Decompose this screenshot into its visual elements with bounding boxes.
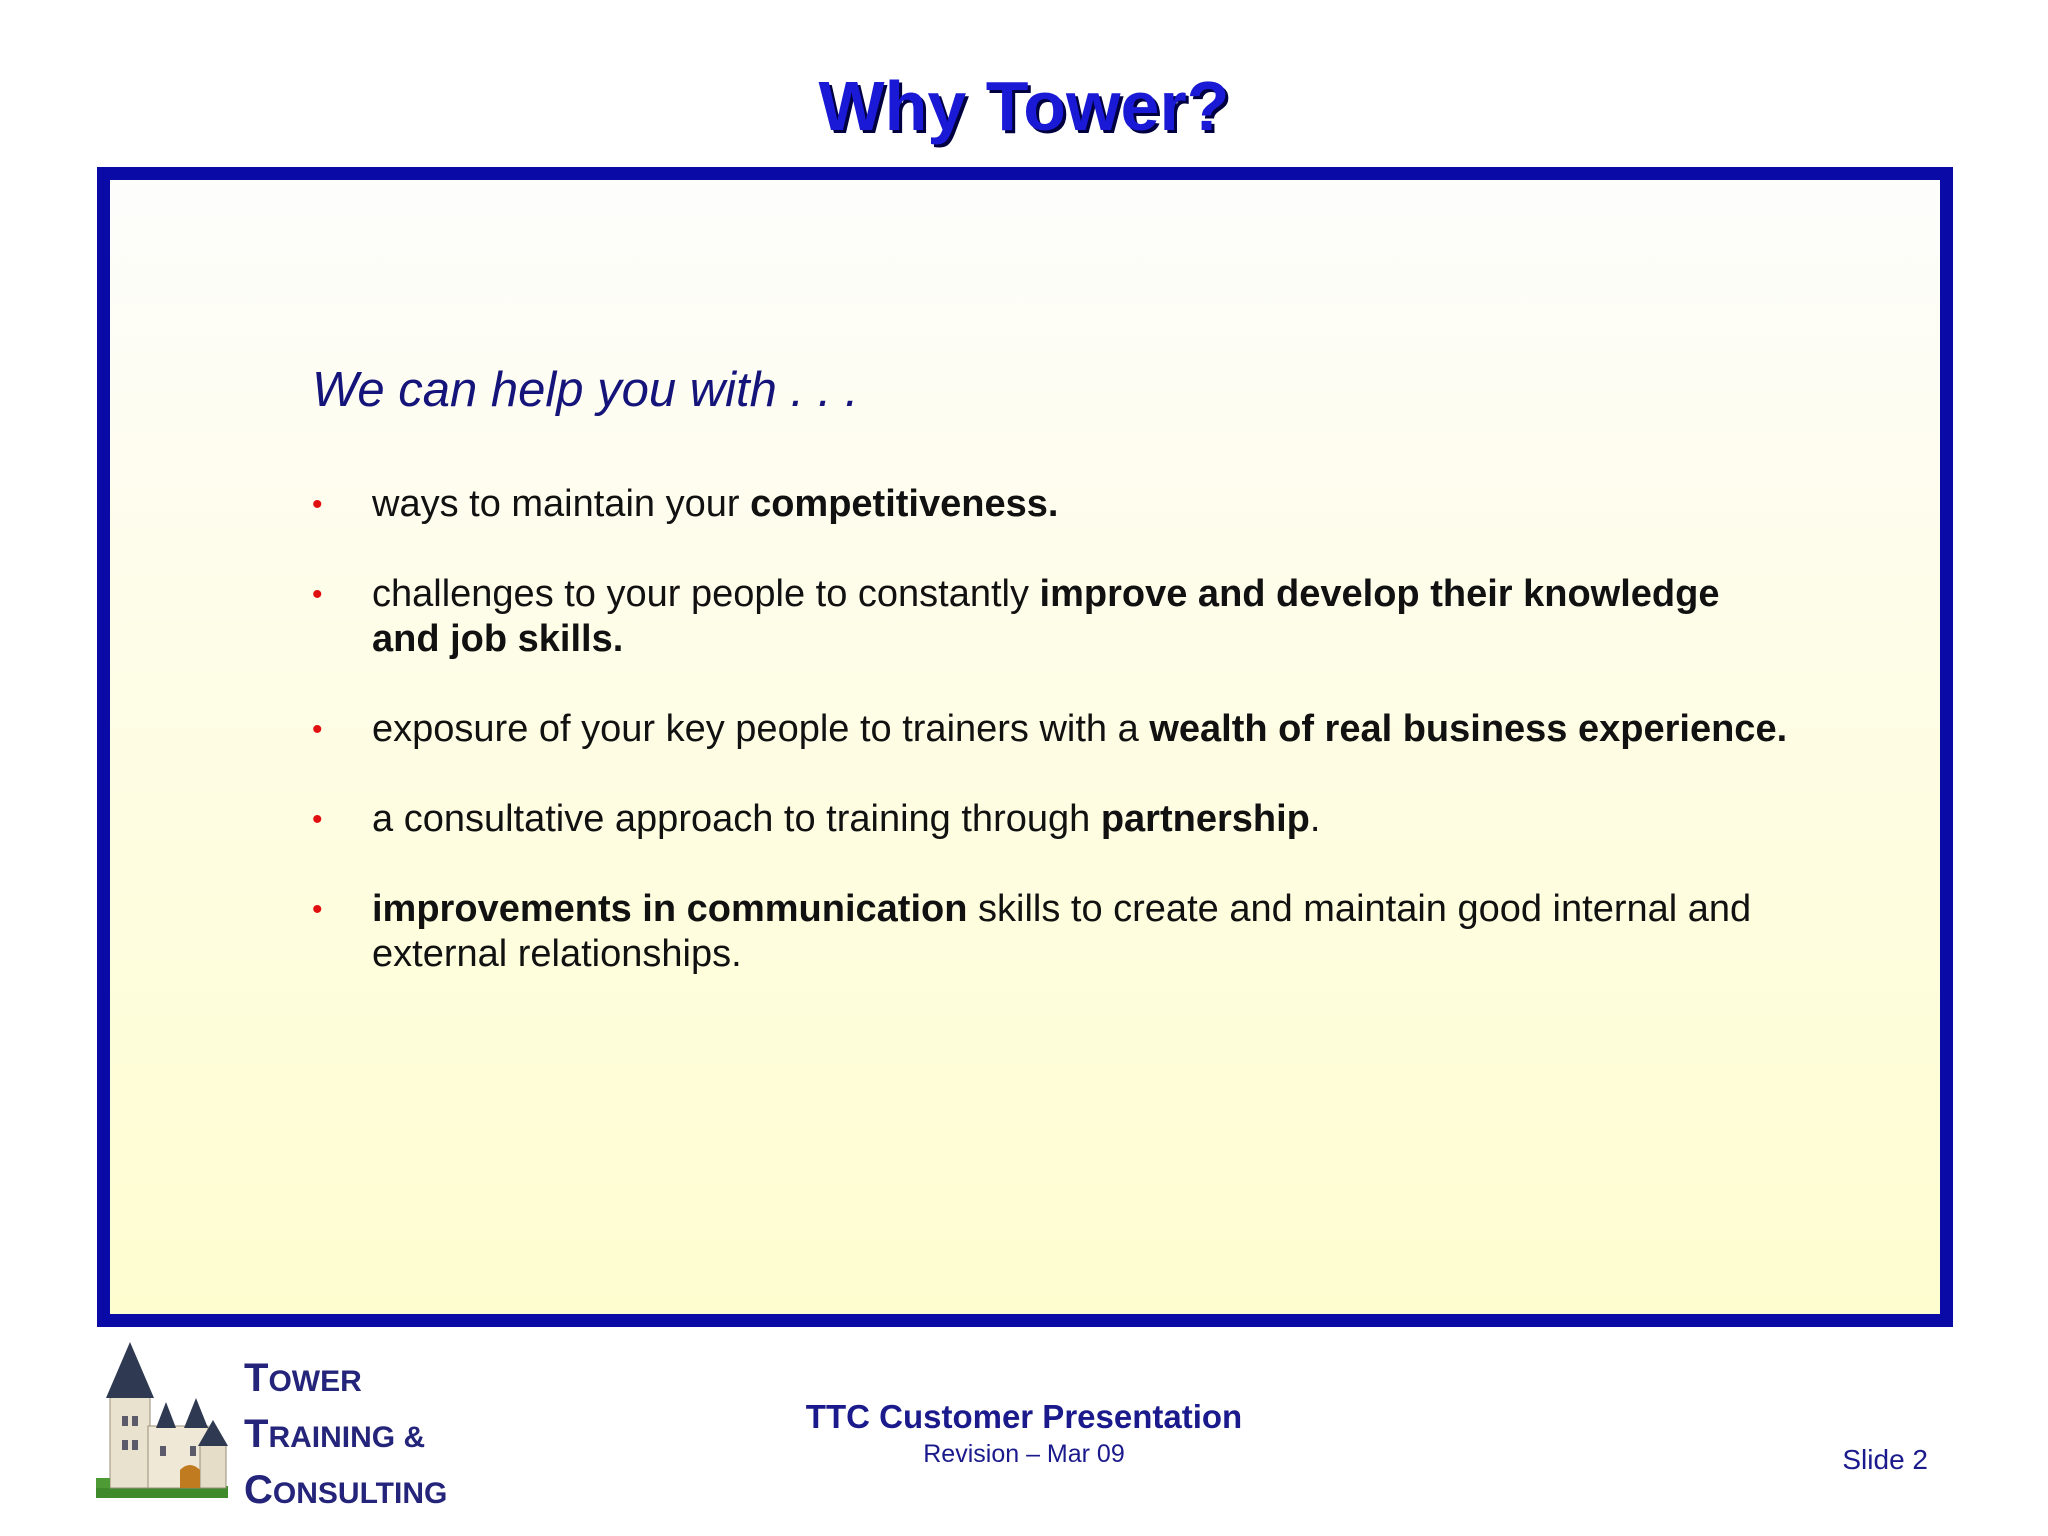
bullet-emphasis: competitiveness. bbox=[750, 483, 1059, 525]
list-item bbox=[312, 887, 1792, 977]
list-item bbox=[312, 572, 1792, 662]
slide-number: Slide 2 bbox=[1842, 1444, 1928, 1475]
slide-title: Why Tower? bbox=[818, 67, 1230, 145]
bullet-text: a consultative approach to training through bbox=[372, 798, 1101, 840]
bullet-icon: • bbox=[312, 578, 323, 611]
revision-label: Revision – Mar 09 bbox=[923, 1440, 1125, 1468]
bullet-tail: . bbox=[1309, 798, 1321, 840]
bullet-text: ways to maintain your bbox=[372, 483, 751, 525]
bullet-icon: • bbox=[312, 893, 323, 926]
bullet-list bbox=[312, 482, 1792, 1022]
bullet-icon: • bbox=[312, 713, 323, 746]
company-name-line1: TOWER bbox=[244, 1356, 362, 1400]
company-name-line2: TRAINING & bbox=[244, 1412, 426, 1456]
list-item bbox=[312, 797, 1792, 842]
bullet-text: skills to create and maintain good internal and external relationships. bbox=[372, 888, 1752, 975]
bullet-text: exposure of your key people to trainers with a bbox=[372, 708, 1150, 750]
bullet-emphasis: wealth of real business experience. bbox=[1149, 708, 1788, 750]
intro-text: We can help you with . . . bbox=[312, 363, 859, 417]
list-item bbox=[312, 482, 1792, 527]
bullet-emphasis: improvements in communication bbox=[372, 888, 968, 930]
bullet-text: challenges to your people to constantly bbox=[372, 573, 1040, 615]
footer-center bbox=[0, 1398, 2048, 1469]
list-item bbox=[312, 707, 1792, 752]
bullet-icon: • bbox=[312, 488, 323, 521]
bullet-emphasis: improve and develop their knowledge and job skills. bbox=[372, 573, 1720, 660]
bullet-icon: • bbox=[312, 803, 323, 836]
bullet-emphasis: partnership bbox=[1100, 798, 1310, 840]
presentation-title: TTC Customer Presentation bbox=[805, 1398, 1243, 1435]
company-name-line3: CONSULTING bbox=[244, 1468, 448, 1512]
